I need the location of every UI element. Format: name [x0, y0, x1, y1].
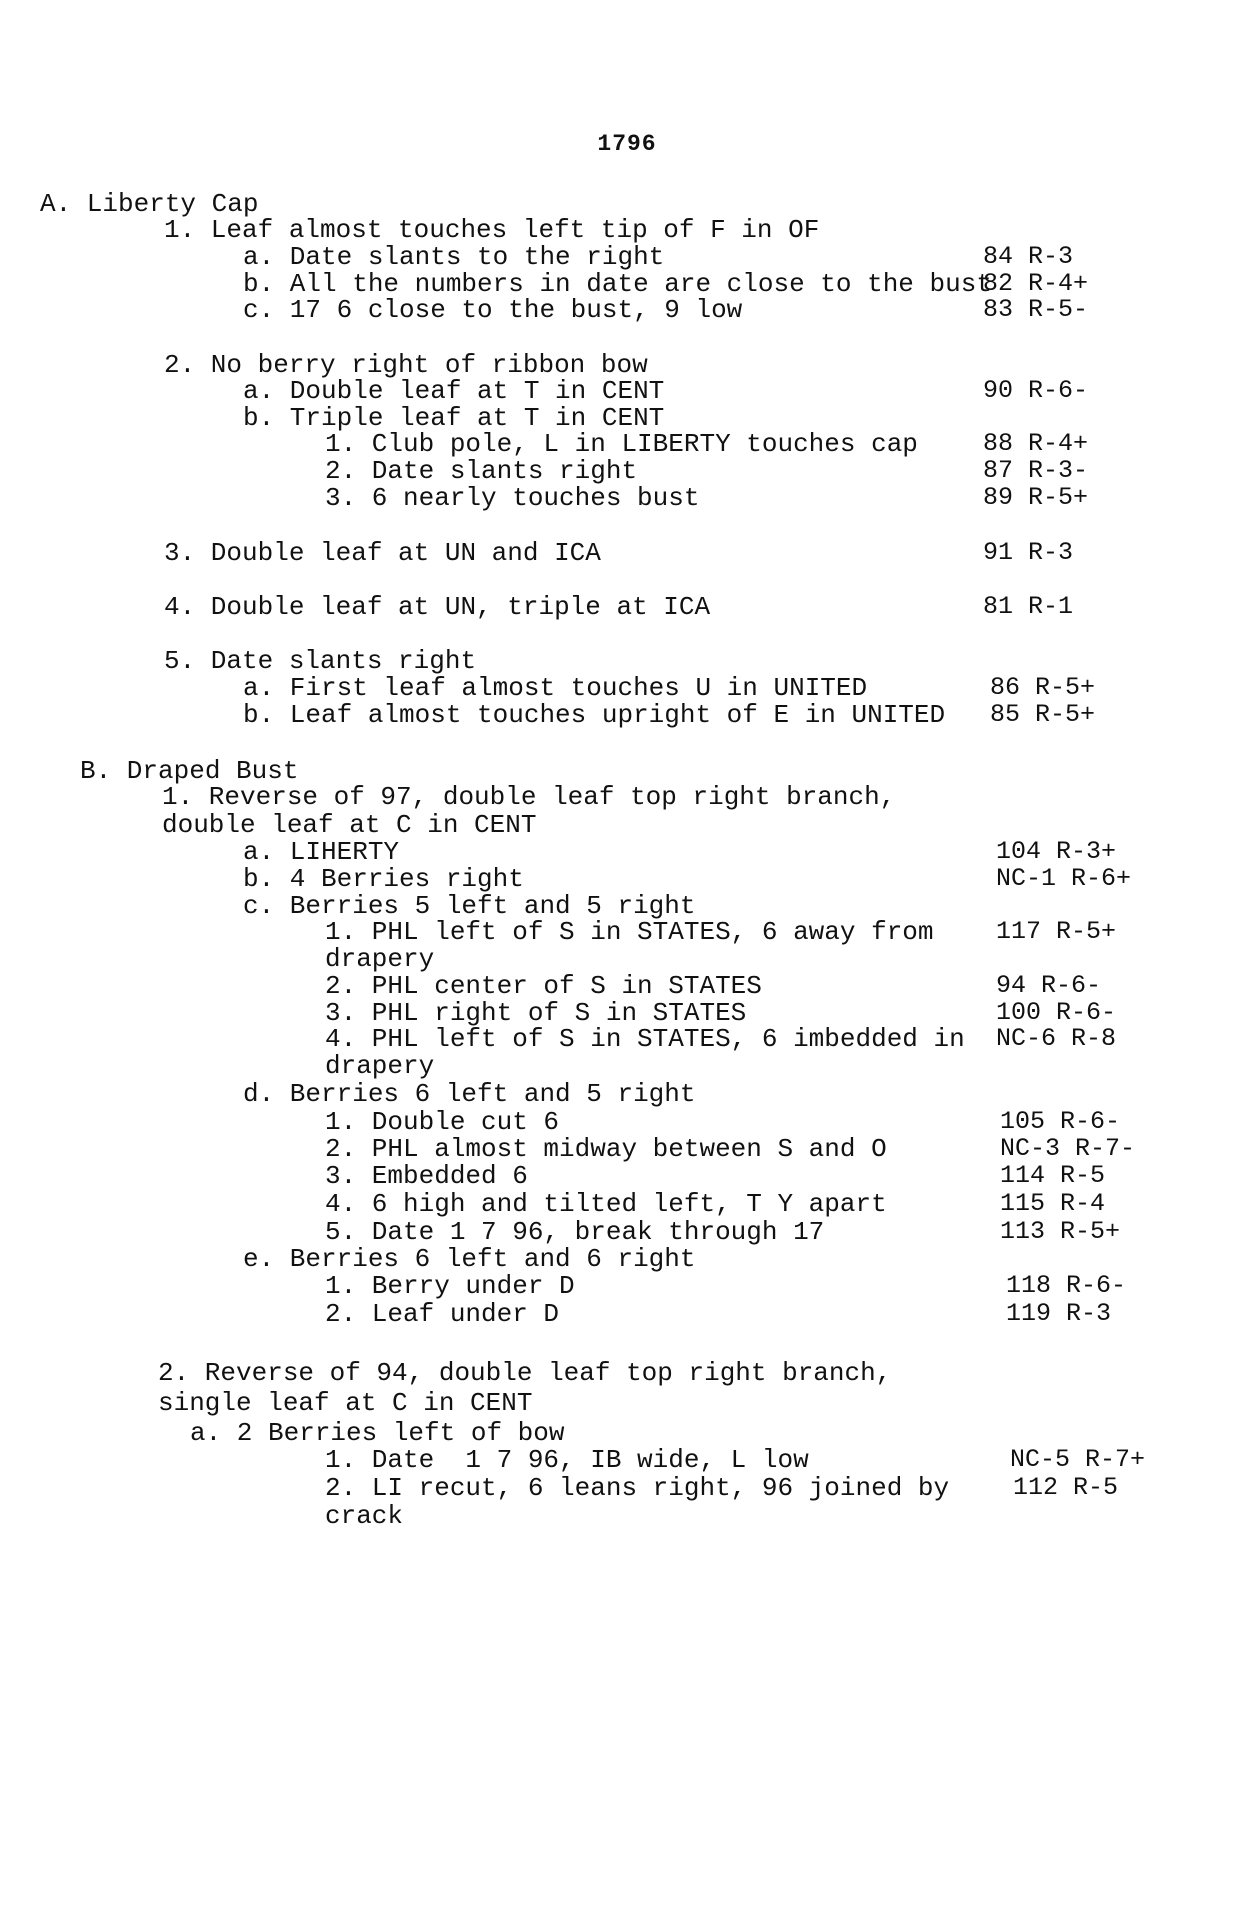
outline-line: a. 2 Berries left of bow [190, 1418, 565, 1448]
outline-line: b. Triple leaf at T in CENT [243, 403, 665, 433]
variety-code: 83 R-5- [983, 295, 1089, 324]
outline-line: a. Date slants to the right [243, 242, 665, 272]
outline-line: 2. Reverse of 94, double leaf top right branch, [158, 1358, 892, 1388]
outline-line: b. Leaf almost touches upright of E in UNITED [243, 700, 946, 730]
outline-line: 2. LI recut, 6 leans right, 96 joined by [325, 1473, 950, 1503]
outline-line: 2. Date slants right [325, 456, 638, 486]
variety-code: 84 R-3 [983, 242, 1074, 271]
variety-code: 88 R-4+ [983, 429, 1089, 458]
outline-line: 2. No berry right of ribbon bow [164, 350, 648, 380]
outline-line: 5. Date slants right [164, 646, 477, 676]
outline-line: e. Berries 6 left and 6 right [243, 1244, 696, 1274]
variety-code: NC-6 R-8 [996, 1024, 1117, 1053]
outline-line: 1. Double cut 6 [325, 1107, 560, 1137]
outline-line: 4. PHL left of S in STATES, 6 imbedded in [325, 1024, 965, 1054]
variety-code: NC-3 R-7- [1000, 1134, 1136, 1163]
outline-line: c. Berries 5 left and 5 right [243, 891, 696, 921]
outline-line: a. Double leaf at T in CENT [243, 376, 665, 406]
variety-code: 114 R-5 [1000, 1161, 1106, 1190]
variety-code: 85 R-5+ [990, 700, 1096, 729]
outline-line: drapery [325, 1051, 435, 1081]
variety-code: 105 R-6- [1000, 1107, 1121, 1136]
variety-code: 91 R-3 [983, 538, 1074, 567]
outline-line: 1. Club pole, L in LIBERTY touches cap [325, 429, 918, 459]
outline-line: b. 4 Berries right [243, 864, 524, 894]
variety-code: 87 R-3- [983, 456, 1089, 485]
variety-code: NC-5 R-7+ [1010, 1445, 1146, 1474]
outline-line: B. Draped Bust [80, 756, 299, 786]
outline-line: c. 17 6 close to the bust, 9 low [243, 295, 743, 325]
variety-code: 90 R-6- [983, 376, 1089, 405]
outline-line: a. First leaf almost touches U in UNITED [243, 673, 868, 703]
outline-line: 4. 6 high and tilted left, T Y apart [325, 1189, 887, 1219]
variety-code: 113 R-5+ [1000, 1217, 1121, 1246]
outline-line: 5. Date 1 7 96, break through 17 [325, 1217, 825, 1247]
page-title: 1796 [597, 131, 657, 157]
outline-line: drapery [325, 944, 435, 974]
variety-code: NC-1 R-6+ [996, 864, 1132, 893]
outline-line: 1. PHL left of S in STATES, 6 away from [325, 917, 934, 947]
variety-code: 94 R-6- [996, 971, 1102, 1000]
outline-line: crack [325, 1501, 404, 1531]
variety-code: 100 R-6- [996, 998, 1117, 1027]
outline-line: d. Berries 6 left and 5 right [243, 1079, 696, 1109]
outline-line: double leaf at C in CENT [162, 810, 537, 840]
variety-code: 86 R-5+ [990, 673, 1096, 702]
outline-line: 2. PHL center of S in STATES [325, 971, 762, 1001]
outline-line: single leaf at C in CENT [158, 1388, 533, 1418]
outline-line: a. LIHERTY [243, 837, 400, 867]
variety-code: 82 R-4+ [983, 269, 1089, 298]
outline-line: 1. Date 1 7 96, IB wide, L low [325, 1445, 809, 1475]
variety-code: 117 R-5+ [996, 917, 1117, 946]
variety-code: 119 R-3 [1006, 1299, 1112, 1328]
variety-code: 81 R-1 [983, 592, 1074, 621]
outline-line: 1. Leaf almost touches left tip of F in OF [164, 215, 820, 245]
outline-line: b. All the numbers in date are close to the bust [243, 269, 992, 299]
variety-code: 115 R-4 [1000, 1189, 1106, 1218]
variety-code: 118 R-6- [1006, 1271, 1127, 1300]
outline-line: 3. Embedded 6 [325, 1161, 528, 1191]
outline-line: 4. Double leaf at UN, triple at ICA [164, 592, 711, 622]
outline-line: 3. PHL right of S in STATES [325, 998, 747, 1028]
variety-code: 112 R-5 [1013, 1473, 1119, 1502]
outline-line: 1. Berry under D [325, 1271, 575, 1301]
outline-line: A. Liberty Cap [40, 189, 259, 219]
variety-code: 104 R-3+ [996, 837, 1117, 866]
variety-code: 89 R-5+ [983, 483, 1089, 512]
outline-line: 3. Double leaf at UN and ICA [164, 538, 601, 568]
outline-line: 3. 6 nearly touches bust [325, 483, 700, 513]
outline-line: 1. Reverse of 97, double leaf top right branch, [162, 782, 896, 812]
outline-line: 2. Leaf under D [325, 1299, 560, 1329]
outline-line: 2. PHL almost midway between S and O [325, 1134, 887, 1164]
